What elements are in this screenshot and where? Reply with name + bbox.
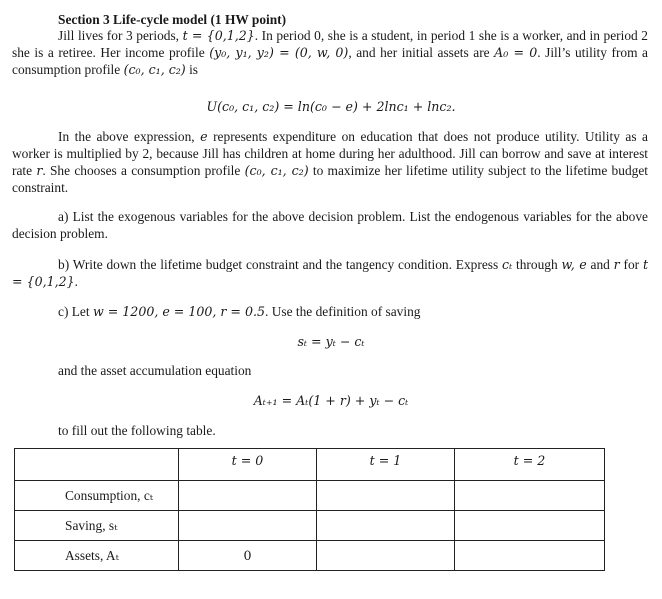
part-b-question	[12, 256, 648, 290]
header-empty	[15, 449, 179, 481]
table-row-consumption	[15, 481, 605, 511]
part-c-text-1: c) Let	[58, 304, 93, 319]
education-math: e	[200, 129, 208, 144]
part-b-text-5: .	[74, 274, 78, 289]
part-b-text-3: and	[586, 257, 614, 272]
intro-paragraph	[12, 27, 648, 78]
row-label-assets: Assets, Aₜ	[15, 541, 179, 571]
parameters-math: w = 1200, e = 100, r = 0.5	[92, 304, 266, 319]
income-profile-math: (y₀, y₁, y₂) = (0, w, 0)	[209, 45, 349, 60]
para2-text-2: represents expenditure on education that does not produce utility. Utility as a worker is multiplied by 2, because Jill has children at home during her adulthood. Jill can borrow and save at interest rate	[12, 129, 648, 178]
part-b-text-4: for	[619, 257, 643, 272]
periods-math: t = {0,1,2}	[182, 28, 255, 43]
section-title: Section 3 Life-cycle model (1 HW point)	[58, 12, 287, 27]
assets-t0-cell[interactable]: 0	[179, 541, 317, 571]
part-b-text-2: through	[512, 257, 562, 272]
saving-equation	[0, 333, 662, 350]
row-label-consumption: Consumption, cₜ	[15, 481, 179, 511]
part-c-question	[58, 303, 420, 320]
consumption-t0-cell[interactable]	[179, 481, 317, 511]
education-paragraph	[12, 128, 648, 196]
asset-intro-text: and the asset accumulation equation	[58, 363, 252, 378]
header-t1: t = 1	[317, 449, 455, 481]
saving-t1-cell[interactable]	[317, 511, 455, 541]
header-t2: t = 2	[455, 449, 605, 481]
assets-t1-cell[interactable]	[317, 541, 455, 571]
intro-text-3: , and her initial assets are	[348, 45, 495, 60]
table-row-saving	[15, 511, 605, 541]
intro-text-1: Jill lives for 3 periods,	[58, 28, 183, 43]
para2-text-1: In the above expression,	[58, 129, 201, 144]
rate-math: r	[613, 257, 620, 272]
assets-t2-cell[interactable]	[455, 541, 605, 571]
table-row-assets	[15, 541, 605, 571]
saving-t2-cell[interactable]	[455, 511, 605, 541]
row-label-saving: Saving, sₜ	[15, 511, 179, 541]
asset-accumulation-equation	[0, 392, 662, 409]
header-t0: t = 0	[179, 449, 317, 481]
consumption-var-math: cₜ	[502, 257, 513, 272]
wage-education-math: w, e	[561, 257, 587, 272]
utility-equation	[0, 98, 662, 115]
part-c-text-2: . Use the definition of saving	[265, 304, 421, 319]
table-header-row	[15, 449, 605, 481]
initial-assets-math: A₀ = 0	[494, 45, 538, 60]
part-b-text-1: b) Write down the lifetime budget constraint and the tangency condition. Express	[58, 257, 503, 272]
consumption-profile-math: (c₀, c₁, c₂)	[123, 62, 186, 77]
para2-text-3: . She chooses a consumption profile	[42, 163, 245, 178]
periods-set-math: t = {0,1,2}	[12, 257, 649, 289]
consumption-t1-cell[interactable]	[317, 481, 455, 511]
intro-text-2: . In period 0, she is a student, in period 1 she is a worker, and in period 2 she is a retiree. Her income profile	[12, 28, 648, 60]
asset-equation-text: Aₜ₊₁ = Aₜ(1 + r) + yₜ − cₜ	[253, 393, 409, 408]
intro-text-5: is	[185, 62, 199, 77]
part-a-question: a) List the exogenous variables for the above decision problem. List the endogenous variables for the above decision problem.	[12, 209, 648, 241]
para2-text-4: to maximize her lifetime utility subject to the lifetime budget constraint.	[12, 163, 649, 195]
consumption-t2-cell[interactable]	[455, 481, 605, 511]
intro-text-4: . Jill’s utility from a consumption profile	[12, 45, 648, 77]
choice-profile-math: (c₀, c₁, c₂)	[244, 163, 309, 178]
saving-t0-cell[interactable]	[179, 511, 317, 541]
answer-table	[14, 448, 605, 571]
interest-math: r	[36, 163, 43, 178]
table-intro-text: to fill out the following table.	[58, 423, 216, 438]
saving-equation-text: sₜ = yₜ − cₜ	[297, 334, 365, 349]
utility-equation-text: U(c₀, c₁, c₂) = ln(c₀ − e) + 2lnc₁ + lnc₂.	[206, 99, 456, 114]
